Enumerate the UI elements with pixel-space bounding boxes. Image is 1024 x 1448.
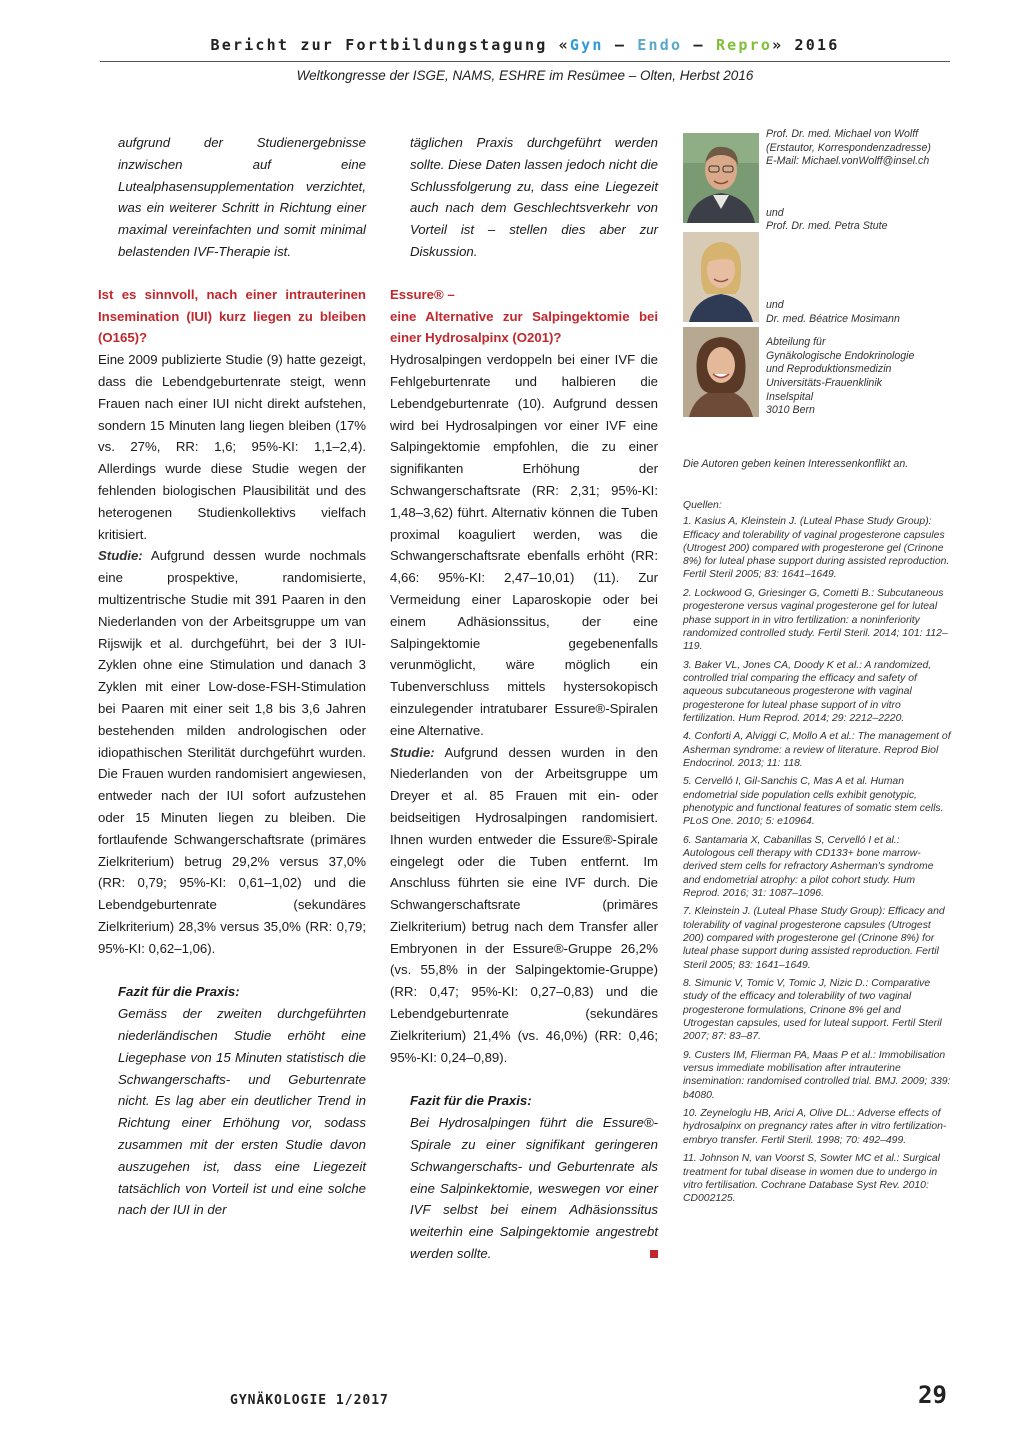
author-und-1: und bbox=[766, 206, 784, 219]
col1-section-heading: Ist es sinnvoll, nach einer intrauterinen Insemination (IUI) kurz liegen zu bleiben (O165)? bbox=[98, 286, 366, 346]
col1-fazit-text: Gemäss der zweiten durchgeführten niederländischen Studie erhöht eine Liegephase von 15 Minuten statistisch die Schwangerschafts- und Geburtenrate nicht. Es lag aber ein deutlicher Trend in Richtung einer Erhöhung vor, sodass zusammen mit der ersten Studie davon auszugehen ist, dass eine Liegezeit tatsächlich von Vorteil ist und eine solche nach der IUI in der bbox=[118, 1006, 366, 1218]
col2-fazit-body: Bei Hydrosalpingen führt die Essure®-Spirale zu einer signifikant geringeren Schwangerschafts- und Geburtenrate als eine Salpinkektomie, weswegen vor einer IVF selbst bei einem Adhäsionssitus weiterhin eine Salpingektomie angestrebt werden sollte. bbox=[410, 1115, 658, 1262]
col2-heading-rest: eine Alternative zur Salpingektomie bei einer Hydrosalpinx (O201)? bbox=[390, 308, 658, 346]
col2-paragraph-1: Hydrosalpingen verdoppeln bei einer IVF die Fehlgeburtenrate und halbieren die Lebendgeburtenrate (10). Aufgrund dessen wird bei Hydrosalpingen vor einer IVF eine Salpingektomie empfohlen, die zu einer signifikanten Erhöhung der Schwangerschaftsrate (RR: 2,31; 95%-KI: 1,48–3,62) führt. Alternativ können die Tuben proximal koaguliert werden, was die Schwangerschaftsrate ebenfalls erhöht (RR: 4,66: 95%-KI: 2,47–10,01) (11). Zur Vermeidung einer Laparoskopie oder bei einem Adhäsionssitus, der eine Salpingektomie gegebenenfalls verunmöglicht, wäre möglich ein Tubenverschluss mittels hystersokopisch einzulegender intratubarer Essure®-Spiralen eine Alternative. bbox=[390, 352, 658, 738]
author-und-2: und bbox=[766, 298, 784, 311]
column-left bbox=[98, 132, 366, 1221]
header-title-pre: Bericht zur Fortbildungstagung « bbox=[210, 36, 570, 54]
author1-role: (Erstautor, Korrespondenzadresse) bbox=[766, 141, 931, 154]
author2-name: Prof. Dr. med. Petra Stute bbox=[766, 220, 888, 233]
col1-paragraph-1: Eine 2009 publizierte Studie (9) hatte gezeigt, dass die Lebendgeburtenrate steigt, wenn Frauen nach einer IUI nicht direkt aufstehen, sondern 15 Minuten lang liegen bleiben (17% vs. 27%, RR: 1,6; 95%-KI: 1,1–2,4). Allerdings wurde diese Studie wegen der fehlenden biologischen Plausibilität und des heterogenen Studienkollektivs vielfach kritisiert. bbox=[98, 352, 366, 542]
reference-item: 1. Kasius A, Kleinstein J. (Luteal Phase Study Group): Efficacy and tolerability of vaginal progesterone capsules (Utrogest 200) compared with progesterone gel (Crinone 8%) for luteal phase support during assisted reproduction. Fertil Steril 2005; 83: 1641–1649. bbox=[683, 516, 950, 581]
col1-studie-label: Studie: bbox=[98, 548, 143, 564]
reference-item: 3. Baker VL, Jones CA, Doody K et al.: A randomized, controlled trial comparing the efficacy and safety of aqueous subcutaneous progesterone with vaginal progesterone for luteal phase support of in vitro fertilization. Hum Reprod. 2014; 29: 2212–2220. bbox=[683, 659, 932, 724]
header-title-post: » 2016 bbox=[772, 36, 840, 54]
author-info bbox=[766, 128, 956, 418]
column-middle bbox=[390, 132, 658, 1265]
author1-name: Prof. Dr. med. Michael von Wolff bbox=[766, 128, 919, 140]
running-header-title bbox=[100, 36, 950, 54]
header-subtitle: Weltkongresse der ISGE, NAMS, ESHRE im Resümee – Olten, Herbst 2016 bbox=[296, 68, 754, 83]
conflict-of-interest: Die Autoren geben keinen Interessenkonflikt an. bbox=[683, 458, 909, 470]
header-rule bbox=[100, 61, 950, 62]
affiliation-line-6: 3010 Bern bbox=[766, 404, 815, 417]
reference-item: 8. Simunic V, Tomic V, Tomic J, Nizic D.: Comparative study of the efficacy and tolerability of two vaginal progesterone formulations, Crinone 8% gel and Utrogestan capsules, used for luteal support. Fertil Steril 2007; 87: 83–87. bbox=[683, 978, 942, 1043]
author-photo-mosimann bbox=[683, 327, 759, 417]
col2-paragraph-2-text: Aufgrund dessen wurden in den Niederlanden von der Arbeitsgruppe um Dreyer et al. 85 Frauen mit ein- oder beidseitigen Hydrosalpingen randomisiert. Ihnen wurden entweder die Essure®-Spirale eingelegt oder die Tuben entfernt. Im Anschluss führten sie eine IVF durch. Die Schwangerschaftsrate (primäres Zielkriterium) betrug nach dem Transfer aller Embryonen in der Essure®-Gruppe 26,2% (vs. 55,8% in der Salpingektomie-Gruppe) (RR: 0,47; 95%-KI: 0,27–0,83) und die Lebendgeburtenrate (sekundäres Zielkriterium) 21,4% (vs. 46,0%) (RR: 0,46; 95%-KI: 0,24–0,89). bbox=[390, 744, 658, 1065]
reference-item: 10. Zeyneloglu HB, Arici A, Olive DL.: Adverse effects of hydrosalpinx on pregnancy rates after in vitro fertilization-embryo transfer. Fertil Steril. 1998; 70: 492–499. bbox=[683, 1108, 947, 1146]
reference-item: 6. Santamaria X, Cabanillas S, Cervelló I et al.: Autologous cell therapy with CD133+ bone marrow-derived stem cells for refractory Asherman's syndrome and endometrial atrophy: a pilot cohort study. Hum Reprod. 2016; 31: 1087–1096. bbox=[683, 834, 934, 899]
header-gyn: Gyn bbox=[569, 36, 604, 54]
col1-fazit-heading: Fazit für die Praxis: bbox=[118, 984, 240, 1000]
col2-fazit-text bbox=[410, 1112, 658, 1265]
col2-heading-line1: Essure® – bbox=[390, 286, 455, 302]
affiliation-line-4: Universitäts-Frauenklinik bbox=[766, 376, 882, 389]
col1-paragraph-2-text: Aufgrund dessen wurde nochmals eine prospektive, randomisierte, multizentrische Studie mit 391 Paaren in den Niederlanden von der Arbeitsgruppe um van Rijswijk et al. durchgeführt, bei der 3 IUI-Zyklen ohne eine Stimulation und danach 3 Zyklen mit einer Low-dose-FSH-Stimulation bei Paaren mit einer seit 1,8 bis 3,6 Jahren bestehenden milden andrologischen oder idiopathischen Sterilität durchgeführt wurden. Die Frauen wurden randomisiert angewiesen, entweder nach der IUI sofort aufzustehen oder 15 Minuten liegen zu bleiben. Die fortlaufende Schwangerschaftsrate (primäres Zielkriterium) betrug 29,2% versus 37,0% (RR: 0,79; 95%-KI: 0,61–1,02) und die Lebendgeburtenrate (sekundäres Zielkriterium) 28,3% versus 35,0% (RR: 0,79; 95%-KI: 0,62–1,06). bbox=[98, 548, 366, 956]
affiliation-line-2: Gynäkologische Endokrinologie bbox=[766, 349, 915, 362]
references-heading: Quellen: bbox=[683, 500, 722, 511]
author-photo-stute bbox=[683, 232, 759, 322]
reference-item: 9. Custers IM, Flierman PA, Maas P et al.: Immobilisation versus immediate mobilisation after intrauterine insemination: randomised controlled trial. BMJ. 2009; 339: b4080. bbox=[683, 1049, 951, 1101]
col1-paragraph-2 bbox=[98, 545, 366, 959]
header-repro: Repro bbox=[715, 36, 773, 54]
reference-item: 2. Lockwood G, Griesinger G, Cometti B.: Subcutaneous progesterone versus vaginal progesterone gel for luteal phase support in in vitro fertilization: a noninferiority randomized controlled study. Fertil Steril. 2014; 101: 112–119. bbox=[683, 587, 948, 653]
col2-fazit-heading: Fazit für die Praxis: bbox=[410, 1093, 532, 1109]
header-sep2: – bbox=[682, 36, 716, 54]
col1-lead-text: aufgrund der Studienergebnisse inzwischen auf eine Lutealphasensupplementation verzichtet, was ein weiterer Schritt in Richtung einer maximal vereinfachten und somit minimal belastenden IVF-Therapie ist. bbox=[118, 135, 366, 259]
col2-studie-label: Studie: bbox=[390, 744, 435, 760]
footer-journal: GYNÄKOLOGIE 1/2017 bbox=[230, 1393, 389, 1408]
header-endo: Endo bbox=[637, 36, 683, 54]
author1-email: E-Mail: Michael.vonWolff@insel.ch bbox=[766, 155, 930, 168]
page-number: 29 bbox=[918, 1381, 947, 1409]
author3-name: Dr. med. Béatrice Mosimann bbox=[766, 312, 900, 325]
reference-item: 7. Kleinstein J. (Luteal Phase Study Group): Efficacy and tolerability of vaginal progesterone capsules (Utrogest 200) compared with progesterone gel (Crinone 8%) for luteal phase support during assisted reproduction. Fertil Steril 2005; 83: 1641–1649. bbox=[683, 906, 945, 971]
affiliation-line-5: Inselspital bbox=[766, 390, 814, 403]
affiliation-line-3: und Reproduktionsmedizin bbox=[766, 363, 892, 376]
reference-item: 4. Conforti A, Alviggi C, Mollo A et al.: The management of Asherman syndrome: a review of literature. Reprod Biol Endocrinol. 2013; 11: 118. bbox=[683, 731, 951, 769]
col2-section-heading bbox=[390, 284, 658, 349]
reference-item: 5. Cervelló I, Gil-Sanchis C, Mas A et al. Human endometrial side population cells exhibit genotypic, phenotypic and functional features of somatic stem cells. PLoS One. 2010; 5: e10964. bbox=[683, 776, 944, 828]
author-photo-von-wolff bbox=[683, 133, 759, 223]
reference-item: 11. Johnson N, van Voorst S, Sowter MC et al.: Surgical treatment for tubal disease in women due to undergo in vitro fertilisation. Cochrane Database Syst Rev. 2010: CD002125. bbox=[683, 1153, 940, 1205]
references bbox=[683, 499, 953, 1211]
col2-paragraph-2 bbox=[390, 742, 658, 1069]
header-sep1: – bbox=[603, 36, 638, 54]
end-of-article-mark bbox=[650, 1250, 658, 1258]
col2-lead-text: täglichen Praxis durchgeführt werden sollte. Diese Daten lassen jedoch nicht die Schlussfolgerung zu, dass eine Liegezeit auch nach dem Geschlechtsverkehr von Vorteil ist – stellen dies aber zur Diskussion. bbox=[410, 135, 658, 259]
affiliation-line-1: Abteilung für bbox=[766, 336, 826, 349]
